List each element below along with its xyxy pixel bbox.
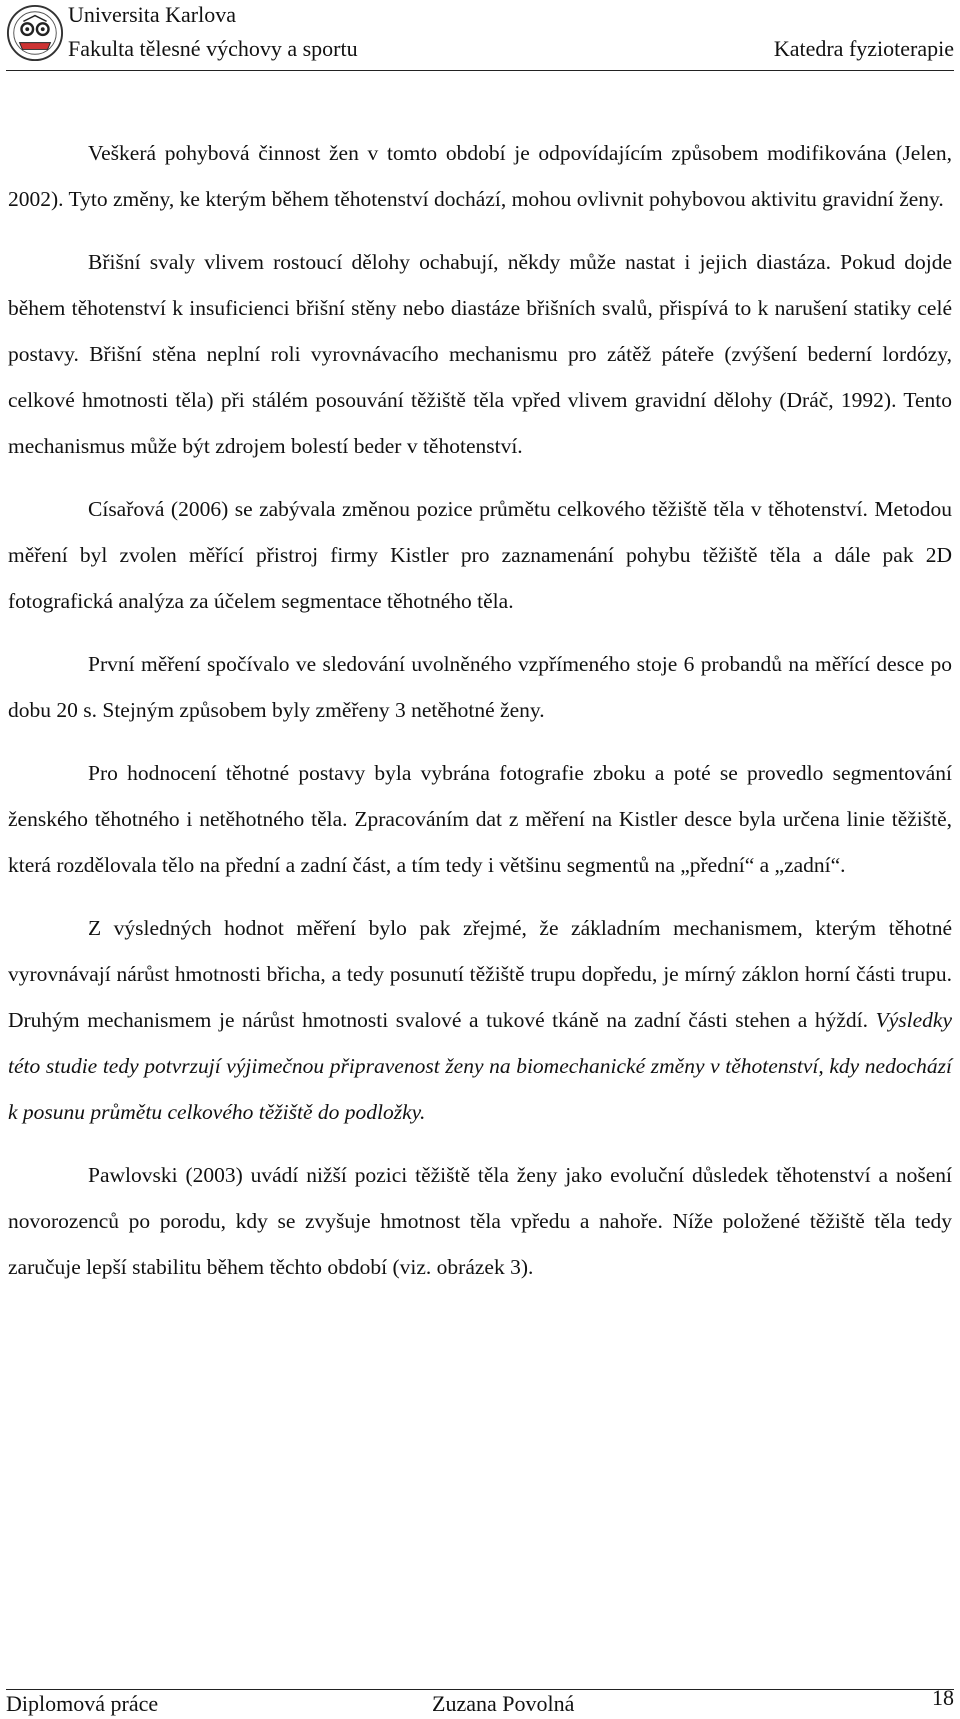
paragraph: [8, 641, 952, 733]
paragraph-text: Císařová (2006) se zabývala změnou pozice průmětu celkového těžiště těla v těhotenství. Metodou měření byl zvolen měřící přistroj firmy Kistler pro zaznamenání pohybu těžiště těla a dále pak 2D fotografická analýza za účelem segmentace těhotného těla.: [8, 497, 952, 613]
paragraph: [8, 750, 952, 888]
footer-thesis-type: Diplomová práce: [6, 1691, 159, 1716]
paragraph-italic-text: Výsledky této studie tedy potvrzují výjimečnou připravenost ženy na biomechanické změny v těhotenství, kdy nedochází k posunu průmětu celkového těžiště do podložky.: [8, 1008, 952, 1124]
paragraph: [8, 1152, 952, 1290]
paragraph: [8, 905, 952, 1135]
university-seal-icon: [6, 4, 64, 62]
paragraph-text: Pawlovski (2003) uvádí nižší pozici těžiště těla ženy jako evoluční důsledek těhotenství a nošení novorozenců po porodu, kdy se zvyšuje hmotnost těla vpředu a nahoře. Níže položené těžiště těla tedy zaručuje lepší stabilitu během těchto období (viz. obrázek 3).: [8, 1163, 952, 1279]
department-name: Katedra fyzioterapie: [773, 36, 954, 61]
footer-author: Zuzana Povolná: [432, 1691, 575, 1716]
paragraph: [8, 130, 952, 222]
paragraph-text: Z výsledných hodnot měření bylo pak zřejmé, že základním mechanismem, kterým těhotné vyrovnávají nárůst hmotnosti břicha, a tedy posunutí těžiště trupu dopředu, je mírný záklon horní části trupu. Druhým mechanismem je nárůst hmotnosti svalové a tukové tkáně na zadní části stehen a hýždí.: [8, 916, 952, 1032]
paragraph: [8, 486, 952, 624]
header-rule: [6, 70, 954, 71]
faculty-name: Fakulta tělesné výchovy a sportu: [68, 36, 358, 61]
page-header: [0, 0, 960, 75]
document-body: [8, 130, 952, 1307]
paragraph-text: Pro hodnocení těhotné postavy byla vybrána fotografie zboku a poté se provedlo segmentování ženského těhotného i netěhotného těla. Zpracováním dat z měření na Kistler desce byla určena linie těžiště, která rozdělovala tělo na přední a zadní část, a tím tedy i většinu segmentů na „přední“ a „zadní“.: [8, 761, 952, 877]
university-name: Universita Karlova: [68, 2, 236, 27]
paragraph-text: Veškerá pohybová činnost žen v tomto období je odpovídajícím způsobem modifikována (Jelen, 2002). Tyto změny, ke kterým během těhotenství dochází, mohou ovlivnit pohybovou aktivitu gravidní ženy.: [8, 141, 952, 211]
paragraph-text: První měření spočívalo ve sledování uvolněného vzpřímeného stoje 6 probandů na měřící desce po dobu 20 s. Stejným způsobem byly změřeny 3 netěhotné ženy.: [8, 652, 952, 722]
page-number: 18: [932, 1685, 954, 1710]
paragraph-text: Břišní svaly vlivem rostoucí dělohy ochabují, někdy může nastat i jejich diastáza. Pokud dojde během těhotenství k insuficienci břišní stěny nebo diastáze břišních svalů, přispívá to k narušení statiky celé postavy. Břišní stěna neplní roli vyrovnávacího mechanismu pro zátěž páteře (zvýšení bederní lordózy, celkové hmotnosti těla) při stálém posouvání těžiště těla vpřed vlivem gravidní dělohy (Dráč, 1992). Tento mechanismus může být zdrojem bolestí beder v těhotenství.: [8, 250, 952, 458]
paragraph: [8, 239, 952, 469]
